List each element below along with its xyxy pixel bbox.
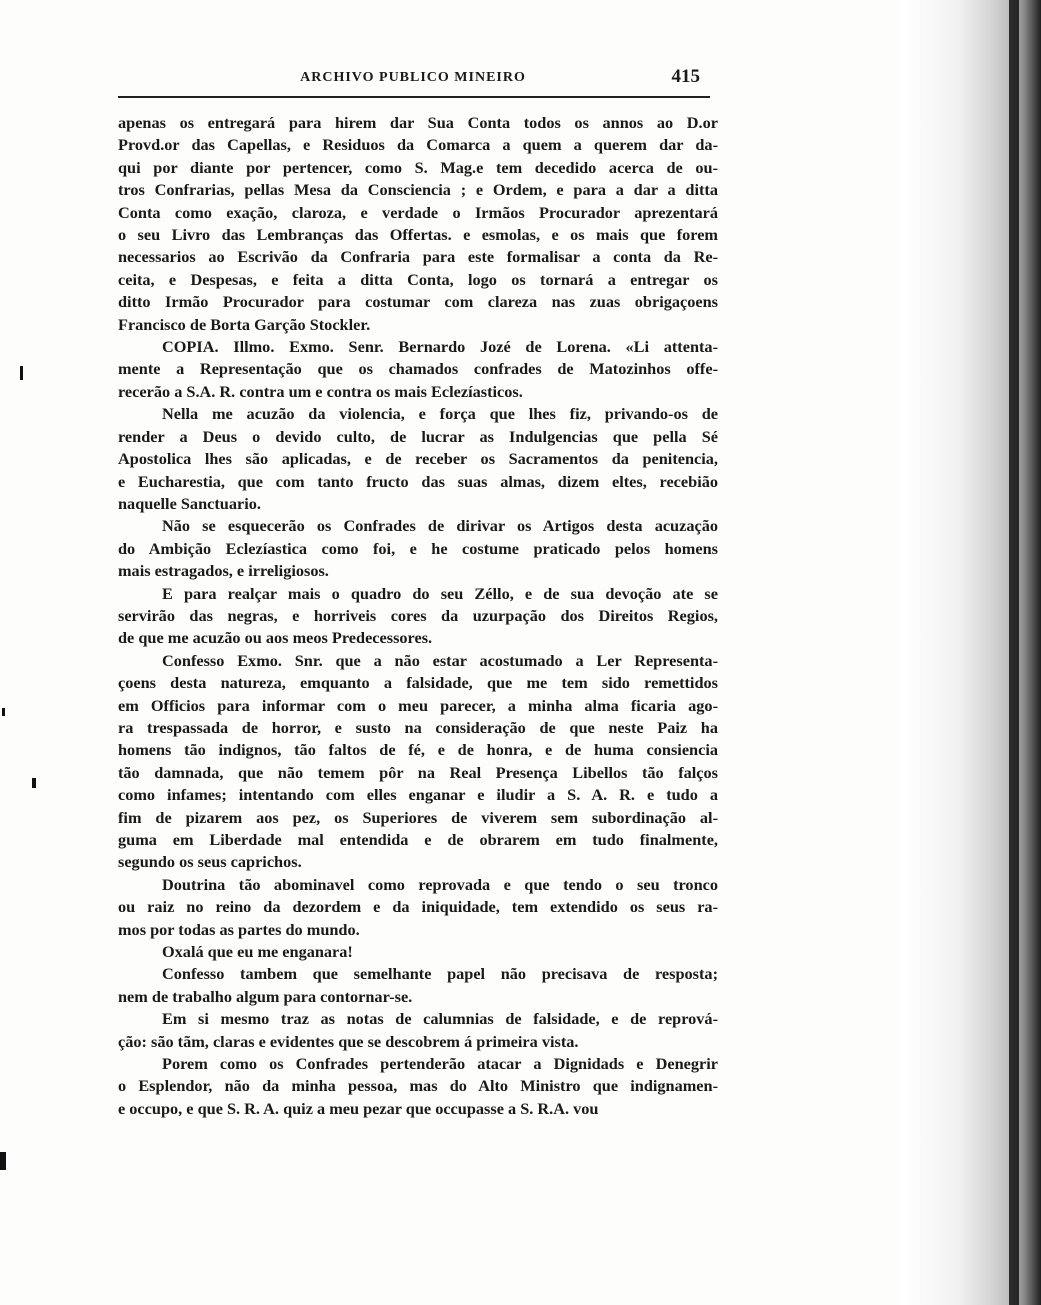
- page-header: [118, 66, 708, 92]
- text-line: tão damnada, que não temem pôr na Real Presença Libellos tão falços: [118, 762, 718, 782]
- paragraph: [118, 583, 718, 650]
- text-line: o seu Livro das Lembranças das Offertas. e esmolas, e os mais que forem: [118, 225, 718, 245]
- text-line: Provd.or das Capellas, e Residuos da Comarca a quem a querem dar da-: [118, 135, 718, 155]
- text-line: Doutrina tão abominavel como reprovada e que tendo o seu tronco: [162, 874, 718, 894]
- running-head: ARCHIVO PUBLICO MINEIRO: [300, 70, 526, 85]
- paragraph: [118, 650, 718, 874]
- text-line: Em si mesmo traz as notas de calumnias de falsidade, e de reprová-: [162, 1009, 718, 1029]
- text-line: de que me acuzão ou aos meos Predecessores.: [118, 628, 433, 648]
- paragraph: [118, 1008, 718, 1053]
- text-line: Não se esquecerão os Confrades de dirivar os Artigos desta acuzação: [162, 516, 718, 536]
- text-line: do Ambição Eclezíastica como foi, e he costume praticado pelos homens: [118, 538, 718, 558]
- paragraph: [118, 336, 718, 403]
- text-line: Confesso Exmo. Snr. que a não estar acostumado a Ler Representa-: [162, 650, 718, 670]
- text-line: tros Confrarias, pellas Mesa da Consciencia ; e Ordem, e para a dar a ditta: [118, 180, 718, 200]
- body-text: [118, 112, 718, 1120]
- header-rule: [118, 96, 710, 98]
- text-line: recerão a S.A. R. contra um e contra os mais Eclezíasticos.: [118, 381, 523, 401]
- text-line: mos por todas as partes do mundo.: [118, 919, 360, 939]
- text-line: necessarios ao Escrivão da Confraria para este formalisar a conta da Re-: [118, 247, 718, 267]
- text-line: çoens desta natureza, emquanto a falsidade, que me tem sido remettidos: [118, 673, 718, 693]
- text-line: fim de pizarem aos pez, os Superiores de viverem sem subordinação al-: [118, 807, 718, 827]
- paragraph: [118, 1053, 718, 1120]
- text-line: segundo os seus caprichos.: [118, 852, 302, 872]
- text-line: o Esplendor, não da minha pessoa, mas do Alto Ministro que indignamen-: [118, 1076, 718, 1096]
- paragraph: [118, 874, 718, 941]
- text-line: naquelle Sanctuario.: [118, 493, 261, 513]
- text-line: ceita, e Despesas, e feita a ditta Conta, logo os tornará a entregar os: [118, 269, 718, 289]
- paragraph: [118, 941, 718, 963]
- text-line: qui por diante por pertencer, como S. Mag.e tem decedido acerca de ou-: [118, 157, 718, 177]
- text-line: nem de trabalho algum para contornar-se.: [118, 986, 413, 1006]
- text-line: servirão das negras, e horriveis cores da uzurpação dos Direitos Regios,: [118, 605, 718, 625]
- text-line: mente a Representação que os chamados confrades de Matozinhos offe-: [118, 359, 718, 379]
- text-line: como infames; intentando com elles enganar e iludir a S. A. R. e tudo a: [118, 785, 718, 805]
- paragraph: [118, 963, 718, 1008]
- text-line: Porem como os Confrades pertenderão atacar a Dignidads e Denegrir: [162, 1054, 718, 1074]
- text-line: render a Deus o devido culto, de lucrar as Indulgencias que pella Sé: [118, 426, 718, 446]
- text-line: e occupo, e que S. R. A. quiz a meu pezar que occupasse a S. R.A. vou: [118, 1098, 599, 1118]
- text-line: mais estragados, e irreligiosos.: [118, 561, 329, 581]
- text-line: Oxalá que eu me enganara!: [162, 942, 353, 962]
- text-line: ra trespassada de horror, e susto na consideração de que neste Paiz ha: [118, 717, 718, 737]
- margin-marks: [0, 0, 40, 1305]
- text-line: homens tão indignos, tão faltos de fé, e de honra, e de huma consiencia: [118, 740, 718, 760]
- text-line: guma em Liberdade mal entendida e de obrarem em tudo finalmente,: [118, 830, 718, 849]
- text-line: ção: são tãm, claras e evidentes que se descobrem á primeira vista.: [118, 1031, 579, 1051]
- paragraph: [118, 112, 718, 336]
- page-number: 415: [671, 66, 700, 87]
- text-line: ditto Irmão Procurador para costumar com clareza nas zuas obrigaçoens: [118, 292, 718, 312]
- text-line: Conta como exação, claroza, e verdade o Irmãos Procurador aprezentará: [118, 202, 718, 222]
- text-line: E para realçar mais o quadro do seu Zéllo, e de sua devoção ate se: [162, 583, 718, 603]
- text-line: COPIA. Illmo. Exmo. Senr. Bernardo Jozé de Lorena. «Li attenta-: [162, 337, 718, 357]
- text-line: Apostolica lhes são aplicadas, e de receber os Sacramentos da penitencia,: [118, 449, 718, 469]
- text-line: e Eucharestia, que com tanto fructo das suas almas, dizem eltes, recebião: [118, 471, 718, 491]
- paragraph: [118, 403, 718, 515]
- scan-edge-shadow: [901, 0, 1041, 1305]
- text-line: Francisco de Borta Garção Stockler.: [118, 314, 371, 334]
- text-line: Confesso tambem que semelhante papel não precisava de resposta;: [162, 964, 718, 984]
- paragraph: [118, 515, 718, 582]
- text-line: apenas os entregará para hirem dar Sua Conta todos os annos ao D.or: [118, 113, 718, 132]
- text-line: ou raiz no reino da dezordem e da iniquidade, tem extendido os seus ra-: [118, 897, 718, 917]
- text-line: em Officios para informar com o meu parecer, a minha alma ficaria ago-: [118, 695, 718, 715]
- text-line: Nella me acuzão da violencia, e força que lhes fiz, privando-os de: [162, 404, 718, 424]
